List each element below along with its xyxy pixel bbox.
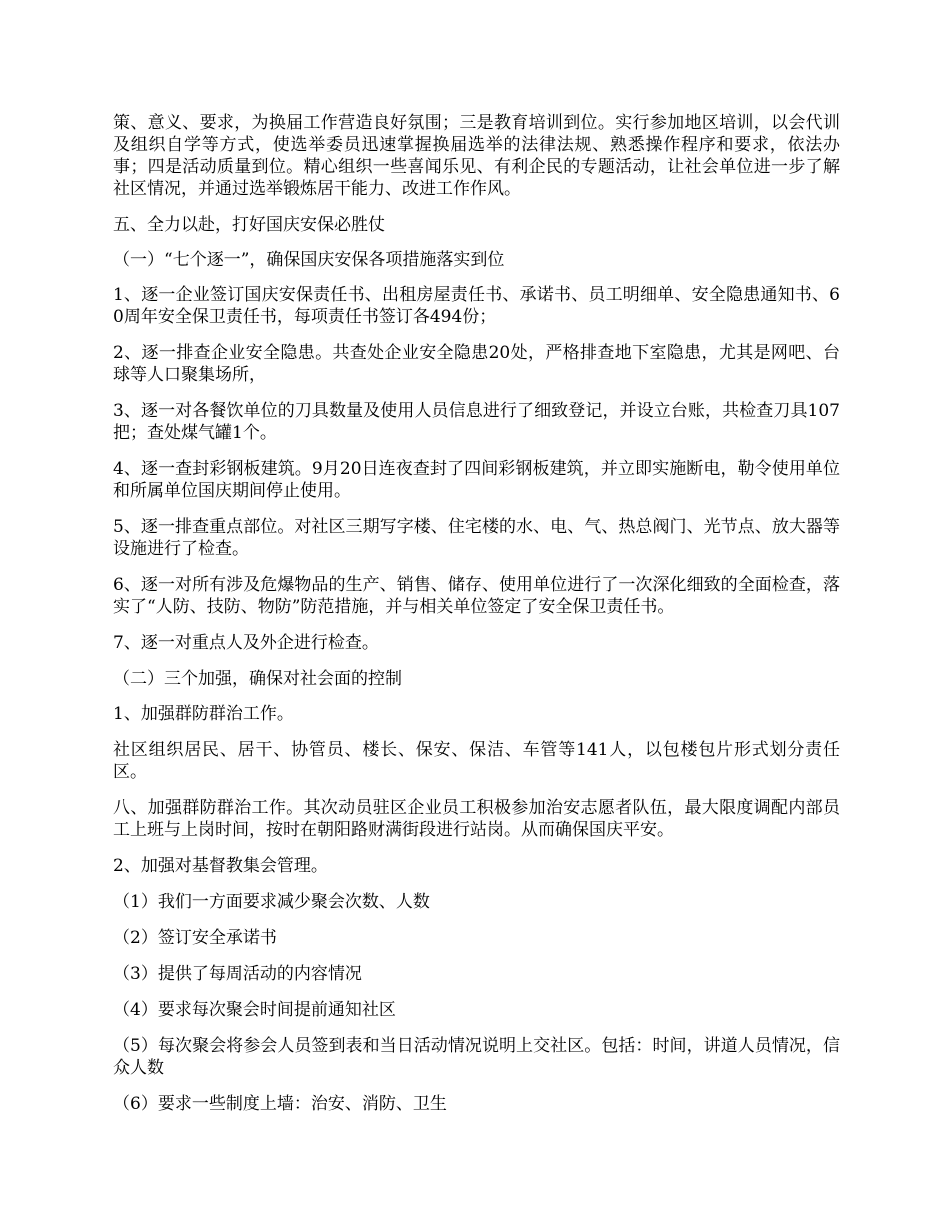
section-heading-five: 五、全力以赴，打好国庆安保必胜仗 [113, 215, 385, 235]
list-item: 4、逐一查封彩钢板建筑。9月20日连夜查封了四间彩钢板建筑，并立即实施断电，勒令使用单位和所属单位国庆期间停止使用。 [113, 459, 840, 501]
subsection-heading-seven-items: （一）“七个逐一”，确保国庆安保各项措施落实到位 [113, 250, 505, 270]
list-item: （1）我们一方面要求减少聚会次数、人数 [113, 892, 430, 912]
list-item: 2、加强对基督教集会管理。 [113, 856, 328, 876]
list-item: 5、逐一排查重点部位。对社区三期写字楼、住宅楼的水、电、气、热总阀门、光节点、放大器等设施进行了检查。 [113, 517, 840, 559]
subsection-heading-three-strengthen: （二）三个加强，确保对社会面的控制 [113, 669, 402, 689]
list-item: （5）每次聚会将参会人员签到表和当日活动情况说明上交社区。包括：时间，讲道人员情况，信众人数 [113, 1036, 840, 1078]
paragraph-community-organization: 社区组织居民、居干、协管员、楼长、保安、保洁、车管等141人，以包楼包片形式划分责任区。 [113, 740, 840, 782]
list-item: （2）签订安全承诺书 [113, 928, 277, 948]
paragraph-volunteers: 八、加强群防群治工作。其次动员驻区企业员工积极参加治安志愿者队伍，最大限度调配内部员工上班与上岗时间，按时在朝阳路财满街段进行站岗。从而确保国庆平安。 [113, 798, 840, 840]
list-item: 1、逐一企业签订国庆安保责任书、出租房屋责任书、承诺书、员工明细单、安全隐患通知书、60周年安全保卫责任书，每项责任书签订各494份； [113, 285, 840, 327]
list-item: 3、逐一对各餐饮单位的刀具数量及使用人员信息进行了细致登记，并设立台账，共检查刀具107把；查处煤气罐1个。 [113, 401, 840, 443]
list-item: （6）要求一些制度上墙：治安、消防、卫生 [113, 1094, 447, 1114]
paragraph-election-training: 策、意义、要求，为换届工作营造良好氛围；三是教育培训到位。实行参加地区培训，以会代训及组织自学等方式，使选举委员迅速掌握换届选举的法律法规、熟悉操作程序和要求，依法办事；四是活动质量到位。精心组织一些喜闻乐见、有利企民的专题活动，让社会单位进一步了解社区情况，并通过选举锻炼居干能力、改进工作作风。 [113, 113, 840, 199]
list-item: （4）要求每次聚会时间提前通知社区 [113, 1000, 396, 1020]
list-item: 6、逐一对所有涉及危爆物品的生产、销售、储存、使用单位进行了一次深化细致的全面检查，落实了“人防、技防、物防”防范措施，并与相关单位签定了安全保卫责任书。 [113, 575, 840, 617]
list-item: 7、逐一对重点人及外企进行检查。 [113, 633, 379, 653]
document-page [113, 112, 840, 1129]
list-item: （3）提供了每周活动的内容情况 [113, 964, 362, 984]
list-item: 2、逐一排查企业安全隐患。共查处企业安全隐患20处，严格排查地下室隐患，尤其是网吧、台球等人口聚集场所， [113, 343, 840, 385]
list-item: 1、加强群防群治工作。 [113, 704, 294, 724]
